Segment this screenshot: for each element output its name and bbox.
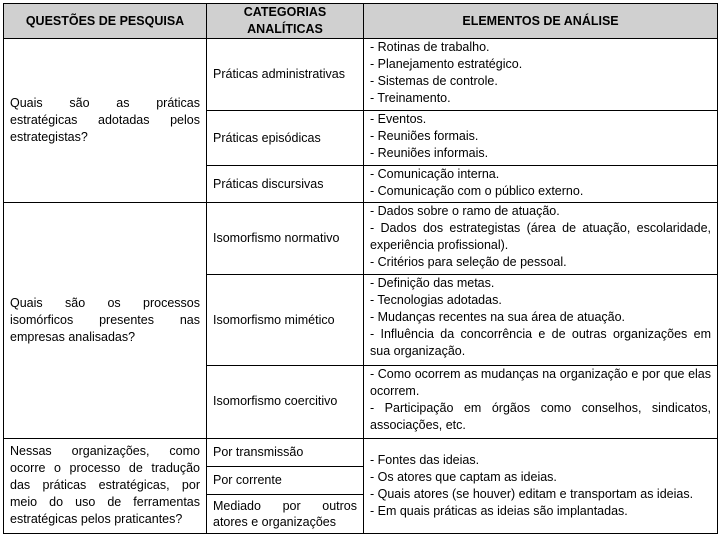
element-item: - Como ocorrem as mudanças na organização e por que elas ocorrem. [370, 366, 711, 398]
element-item: - Dados sobre o ramo de atuação. [370, 204, 560, 219]
elements-cell [364, 166, 718, 203]
header-elements: ELEMENTOS DE ANÁLISE [364, 4, 718, 39]
elements-cell [364, 39, 718, 111]
element-item: - Reuniões informais. [370, 146, 489, 161]
element-item: - Rotinas de trabalho. [370, 40, 490, 54]
question-cell: Quais são as práticas estratégicas adotadas pelos estrategistas? [4, 39, 207, 203]
header-row [4, 4, 718, 39]
elements-cell [364, 203, 718, 275]
element-item: - Mudanças recentes na sua área de atuação. [370, 310, 626, 325]
element-item: - Tecnologias adotadas. [370, 293, 502, 308]
element-item: - Comunicação interna. [370, 167, 500, 182]
question-cell: Quais são os processos isomórficos presentes nas empresas analisadas? [4, 203, 207, 438]
element-item: - Definição das metas. [370, 276, 495, 291]
elements-cell [364, 111, 718, 166]
category-cell: Por transmissão [207, 438, 364, 466]
element-item: - Os atores que captam as ideias. [370, 469, 557, 484]
category-cell: Mediado por outros atores e organizações [207, 494, 364, 533]
element-item: - Reuniões formais. [370, 129, 479, 144]
category-cell: Práticas administrativas [207, 39, 364, 111]
category-cell: Práticas episódicas [207, 111, 364, 166]
element-item: - Em quais práticas as ideias são implantadas. [370, 503, 628, 518]
elements-cell [364, 275, 718, 365]
element-item: - Participação em órgãos como conselhos, sindicatos, associações, etc. [370, 400, 711, 432]
table-row [4, 39, 718, 111]
header-questions: QUESTÕES DE PESQUISA [4, 4, 207, 39]
element-item: - Quais atores (se houver) editam e transportam as ideias. [370, 486, 694, 501]
table-row [4, 203, 718, 275]
element-item: - Influência da concorrência e de outras organizações em sua organização. [370, 327, 711, 359]
header-categories: CATEGORIAS ANALÍTICAS [207, 4, 364, 39]
element-item: - Treinamento. [370, 91, 451, 105]
element-item: - Dados dos estrategistas (área de atuação, escolaridade, experiência profissional). [370, 221, 711, 253]
element-item: - Sistemas de controle. [370, 74, 498, 88]
element-item: - Critérios para seleção de pessoal. [370, 255, 567, 270]
elements-cell [364, 438, 718, 533]
category-cell: Isomorfismo mimético [207, 275, 364, 365]
element-item: - Comunicação com o público externo. [370, 184, 584, 199]
element-item: - Planejamento estratégico. [370, 57, 523, 71]
element-item: - Fontes das ideias. [370, 452, 480, 467]
category-cell: Práticas discursivas [207, 166, 364, 203]
category-cell: Isomorfismo normativo [207, 203, 364, 275]
table-row [4, 438, 718, 466]
question-cell: Nessas organizações, como ocorre o processo de tradução das práticas estratégicas, por meio do uso de ferramentas estratégicas pelos praticantes? [4, 438, 207, 533]
research-table [3, 3, 718, 534]
category-cell: Isomorfismo coercitivo [207, 365, 364, 438]
elements-cell [364, 365, 718, 438]
element-item: - Eventos. [370, 112, 427, 127]
category-cell: Por corrente [207, 466, 364, 494]
